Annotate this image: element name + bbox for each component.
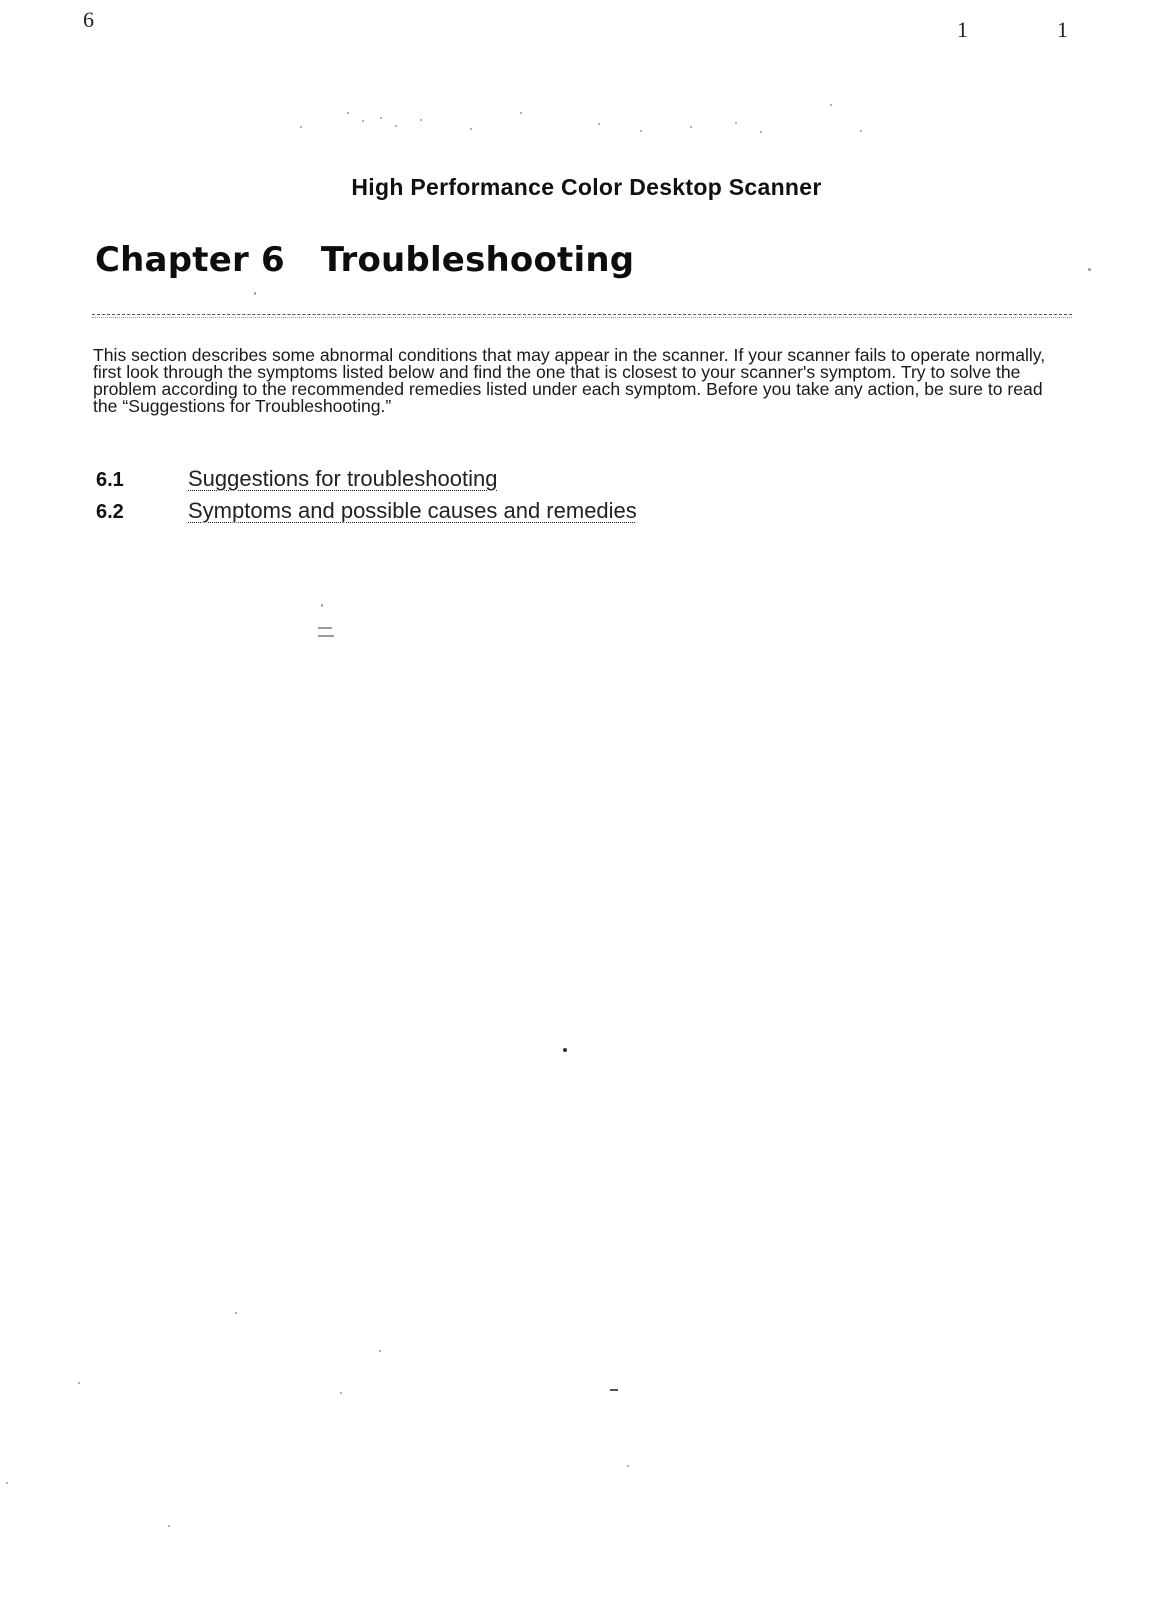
toc-number: 6.1 — [96, 469, 124, 491]
toc-item — [96, 466, 497, 494]
heading-divider-shadow — [92, 317, 1072, 318]
chapter-heading — [95, 240, 634, 280]
chapter-title: Troubleshooting — [320, 240, 635, 280]
corner-page-number-right-a: 1 — [957, 17, 968, 42]
toc-link-suggestions[interactable]: Suggestions for troubleshooting — [188, 466, 498, 491]
document-subtitle: High Performance Color Desktop Scanner — [351, 174, 822, 200]
corner-page-number-left: 6 — [83, 7, 94, 32]
toc-number: 6.2 — [96, 501, 124, 523]
toc-item — [96, 498, 637, 526]
toc-link-symptoms[interactable]: Symptoms and possible causes and remedies — [188, 498, 637, 523]
heading-divider — [92, 314, 1072, 315]
intro-paragraph: This section describes some abnormal conditions that may appear in the scanner. If your scanner fails to operate normally, first look through the symptoms listed below and find the one that is closest to your scanner's symptom. Try to solve the problem according to the recommended remedies listed under each symptom. Before you take any action, be sure to read the “Suggestions for Troubleshooting.” — [93, 345, 1046, 416]
chapter-label: Chapter 6 — [95, 240, 285, 280]
corner-page-number-right-b: 1 — [1057, 17, 1068, 42]
